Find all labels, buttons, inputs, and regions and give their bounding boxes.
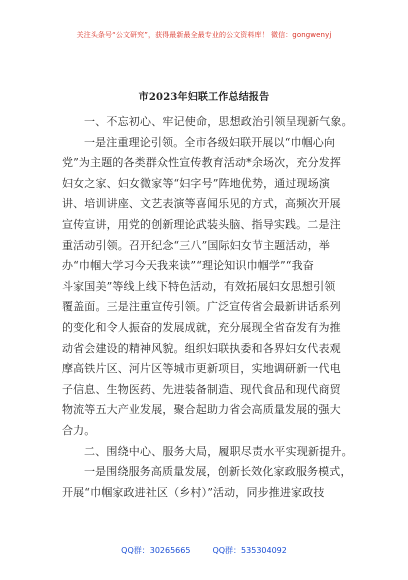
body-line: 开展“巾帼家政进社区（乡村）”活动，同步推进家政技 bbox=[62, 485, 325, 499]
body-line: 覆盖面。三是注重宣传引领。广泛宣传省会最新讲话系列 bbox=[62, 300, 341, 314]
qq-group-2: QQ群：535304092 bbox=[212, 546, 287, 555]
body-line: 党”为主题的各类群众性宣传教育活动*余场次，充分发挥 bbox=[62, 156, 342, 170]
body-line: 一是围绕服务高质量发展，创新长效化家政服务模式， bbox=[84, 465, 352, 479]
body-line: 宣传宣讲，用党的创新理论武装头脑、指导实践。二是注 bbox=[62, 217, 341, 231]
header-notice: 关注头条号“公文研究”，获得最新最全最专业的公文资料库！ 微信：gongwenyj bbox=[76, 31, 332, 39]
body-line: 一是注重理论引领。全市各级妇联开展以“巾帼心向 bbox=[84, 135, 336, 149]
body-line: 斗家国美”等线上线下特色活动，有效拓展妇女思想引领 bbox=[62, 279, 336, 293]
section-heading-1: 一、不忘初心、牢记使命，思想政治引领呈现新气象。 bbox=[84, 115, 353, 128]
body-line: 物流等五大产业发展，聚合起助力省会高质量发展的强大 bbox=[62, 403, 341, 417]
body-line: 子信息、生物医药、先进装备制造、现代食品和现代商贸 bbox=[62, 382, 341, 396]
document-body bbox=[62, 112, 354, 503]
footer-contact bbox=[0, 545, 408, 556]
qq-group-1: QQ群：30265665 bbox=[121, 546, 191, 555]
body-line: 动省会建设的精神风貌。组织妇联执委和各界妇女代表观 bbox=[62, 341, 341, 355]
body-line: 妇女之家、妇女微家等“妇字号”阵地优势，通过现场演 bbox=[62, 176, 330, 190]
body-line: 办“巾帼大学习今天我来读”“理论知识巾帼学”“我奋 bbox=[62, 259, 314, 273]
body-line: 合力。 bbox=[62, 423, 96, 437]
body-line: 摩高铁片区、河片区等城市更新项目，实地调研新一代电 bbox=[62, 362, 341, 376]
document-title: 市2023年妇联工作总结报告 bbox=[138, 92, 270, 103]
body-line: 讲、培训讲座、文艺表演等喜闻乐见的方式，高频次开展 bbox=[62, 197, 341, 211]
body-line: 的变化和令人振奋的发展成就，充分展现全省奋发有为推 bbox=[62, 320, 341, 334]
section-heading-2: 二、围绕中心、服务大局，履职尽责水平实现新提升。 bbox=[84, 444, 353, 458]
body-line: 重活动引领。召开纪念“三八”国际妇女节主题活动，举 bbox=[62, 238, 330, 252]
